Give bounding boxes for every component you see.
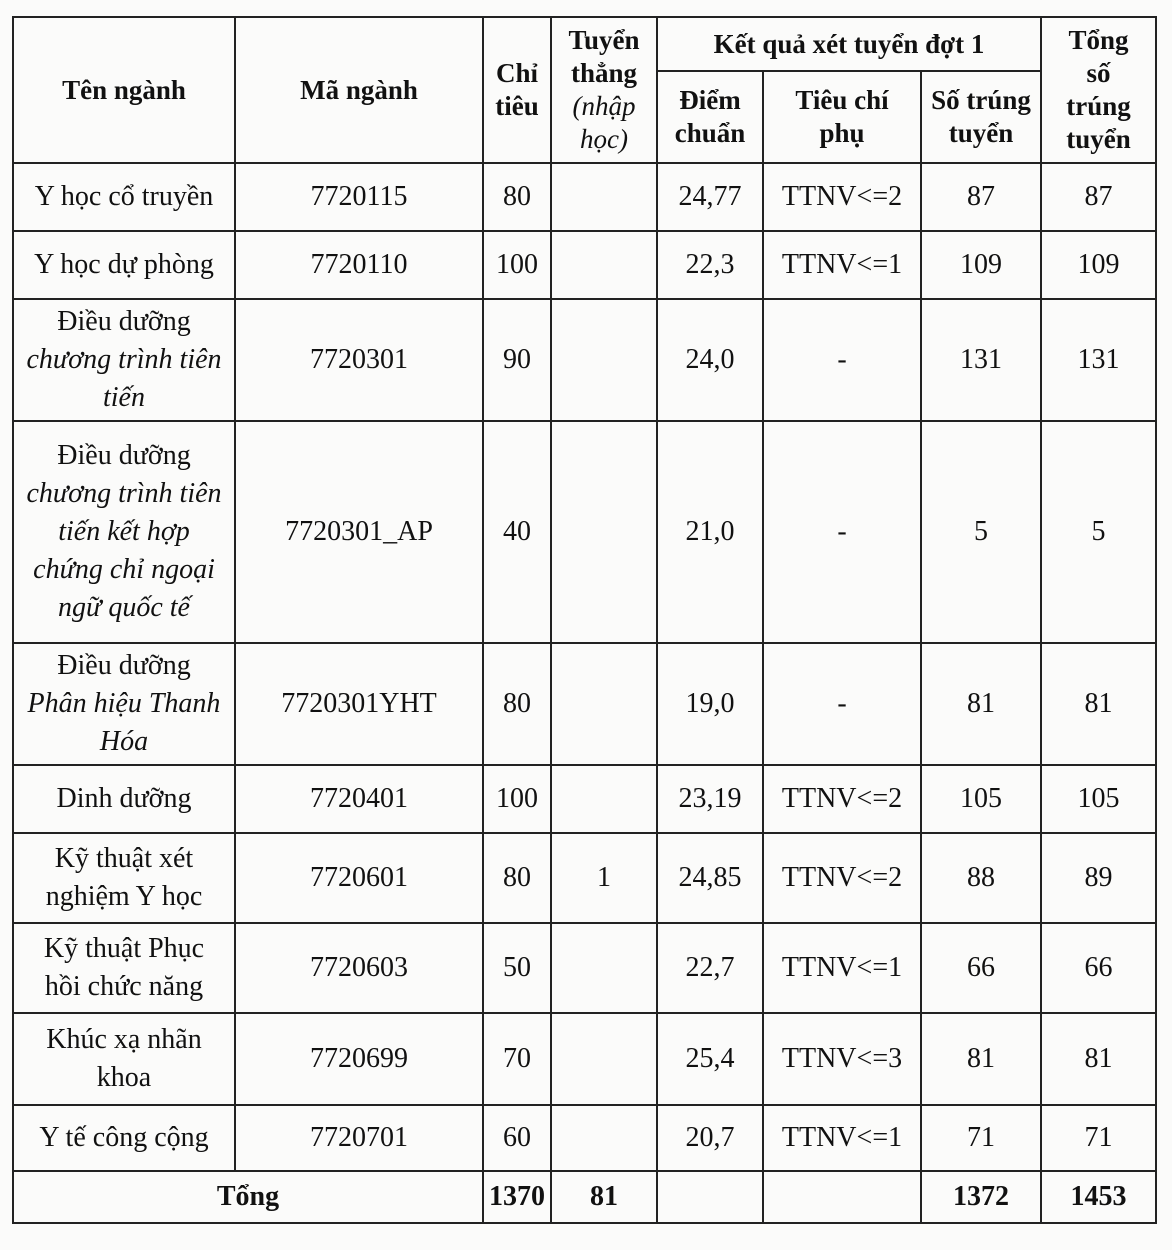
cell-ma-nganh: 7720301_AP (235, 421, 483, 643)
major-program-line: tiến kết hợp (58, 516, 190, 547)
cell-tong-so: 131 (1041, 299, 1156, 421)
header-ten-nganh: Tên ngành (13, 17, 235, 163)
cell-ma-nganh: 7720110 (235, 231, 483, 299)
cell-ma-nganh: 7720601 (235, 833, 483, 923)
cell-tong-so: 5 (1041, 421, 1156, 643)
major-name-line: Kỹ thuật xét (54, 843, 194, 874)
cell-so-trung-tuyen: 66 (921, 923, 1041, 1013)
header-tuyen-thang-line: thẳng (570, 58, 638, 88)
cell-ten-nganh (13, 643, 235, 765)
major-program-line: ngữ quốc tế (58, 592, 190, 623)
cell-ten-nganh (13, 1105, 235, 1171)
total-label: Tổng (13, 1171, 483, 1223)
header-tuyen-thang-note: (nhập (572, 91, 636, 121)
cell-tuyen-thang (551, 643, 657, 765)
cell-tong-so: 81 (1041, 1013, 1156, 1105)
cell-diem-chuan: 23,19 (657, 765, 763, 833)
cell-so-trung-tuyen: 131 (921, 299, 1041, 421)
cell-ten-nganh (13, 231, 235, 299)
table-row (13, 163, 1156, 231)
major-name-line: Y tế công cộng (39, 1122, 209, 1153)
cell-ma-nganh: 7720115 (235, 163, 483, 231)
cell-tong-so: 105 (1041, 765, 1156, 833)
cell-tuyen-thang: 1 (551, 833, 657, 923)
table-row (13, 765, 1156, 833)
cell-tong-so: 89 (1041, 833, 1156, 923)
header-tuyen-thang (551, 17, 657, 163)
table-row (13, 421, 1156, 643)
header-tieu-chi-phu (763, 71, 921, 163)
major-name-line: Điều dưỡng (57, 650, 191, 681)
cell-tuyen-thang (551, 765, 657, 833)
header-chi-tieu-line: Chỉ (495, 58, 539, 88)
major-program-line: chương trình tiên (26, 344, 222, 375)
cell-so-trung-tuyen: 71 (921, 1105, 1041, 1171)
table-row (13, 1013, 1156, 1105)
major-name-line: Khúc xạ nhãn (46, 1024, 202, 1055)
cell-ten-nganh (13, 765, 235, 833)
cell-chi-tieu: 80 (483, 833, 551, 923)
total-quota: 1370 (483, 1171, 551, 1223)
header-so-trung-tuyen-line: tuyển (948, 118, 1014, 148)
cell-so-trung-tuyen: 81 (921, 1013, 1041, 1105)
cell-tieu-chi-phu: TTNV<=2 (763, 833, 921, 923)
cell-tieu-chi-phu: - (763, 299, 921, 421)
cell-so-trung-tuyen: 87 (921, 163, 1041, 231)
major-name-line: Điều dưỡng (57, 306, 191, 337)
major-program-line: chương trình tiên (26, 478, 222, 509)
header-tieu-chi-phu-line: Tiêu chí (795, 85, 889, 115)
cell-tong-so: 87 (1041, 163, 1156, 231)
cell-so-trung-tuyen: 109 (921, 231, 1041, 299)
table-row (13, 833, 1156, 923)
cell-ten-nganh (13, 163, 235, 231)
cell-so-trung-tuyen: 5 (921, 421, 1041, 643)
cell-diem-chuan: 24,85 (657, 833, 763, 923)
cell-diem-chuan: 21,0 (657, 421, 763, 643)
cell-tieu-chi-phu: - (763, 421, 921, 643)
total-direct: 81 (551, 1171, 657, 1223)
header-diem-chuan (657, 71, 763, 163)
major-program-line: Hóa (99, 726, 149, 757)
total-score-empty (657, 1171, 763, 1223)
table-row (13, 231, 1156, 299)
cell-tieu-chi-phu: TTNV<=1 (763, 923, 921, 1013)
cell-so-trung-tuyen: 105 (921, 765, 1041, 833)
cell-ma-nganh: 7720603 (235, 923, 483, 1013)
cell-tuyen-thang (551, 1013, 657, 1105)
table-row (13, 923, 1156, 1013)
cell-diem-chuan: 24,77 (657, 163, 763, 231)
header-tong-so-line: số (1086, 58, 1111, 88)
cell-ma-nganh: 7720401 (235, 765, 483, 833)
header-tuyen-thang-line: Tuyển (568, 25, 640, 55)
header-so-trung-tuyen-line: Số trúng (931, 85, 1031, 115)
header-tuyen-thang-note: học) (580, 124, 628, 154)
cell-tuyen-thang (551, 1105, 657, 1171)
header-tong-so-line: tuyển (1066, 124, 1131, 154)
header-diem-chuan-line: chuẩn (674, 118, 746, 148)
cell-chi-tieu: 50 (483, 923, 551, 1013)
cell-diem-chuan: 20,7 (657, 1105, 763, 1171)
cell-ten-nganh (13, 299, 235, 421)
cell-diem-chuan: 22,7 (657, 923, 763, 1013)
cell-chi-tieu: 70 (483, 1013, 551, 1105)
cell-chi-tieu: 80 (483, 643, 551, 765)
cell-chi-tieu: 40 (483, 421, 551, 643)
cell-ten-nganh (13, 833, 235, 923)
table-row (13, 643, 1156, 765)
cell-diem-chuan: 25,4 (657, 1013, 763, 1105)
cell-chi-tieu: 90 (483, 299, 551, 421)
major-name-line: nghiệm Y học (45, 881, 203, 912)
cell-tieu-chi-phu: - (763, 643, 921, 765)
cell-tuyen-thang (551, 163, 657, 231)
header-tieu-chi-phu-line: phụ (819, 118, 865, 148)
admission-results-table (12, 16, 1157, 1224)
header-ket-qua: Kết quả xét tuyển đợt 1 (657, 17, 1041, 71)
header-chi-tieu-line: tiêu (495, 91, 539, 121)
total-row (13, 1171, 1156, 1223)
cell-chi-tieu: 60 (483, 1105, 551, 1171)
cell-diem-chuan: 19,0 (657, 643, 763, 765)
major-program-line: tiến (103, 382, 145, 413)
major-name-line: Y học dự phòng (34, 249, 214, 280)
header-so-trung-tuyen (921, 71, 1041, 163)
cell-tieu-chi-phu: TTNV<=2 (763, 163, 921, 231)
cell-ma-nganh: 7720701 (235, 1105, 483, 1171)
cell-tong-so: 109 (1041, 231, 1156, 299)
cell-tong-so: 66 (1041, 923, 1156, 1013)
header-tong-so (1041, 17, 1156, 163)
total-overall: 1453 (1041, 1171, 1156, 1223)
major-name-line: hồi chức năng (44, 971, 204, 1002)
cell-tuyen-thang (551, 421, 657, 643)
header-ma-nganh: Mã ngành (235, 17, 483, 163)
cell-chi-tieu: 100 (483, 765, 551, 833)
header-diem-chuan-line: Điểm (679, 85, 741, 115)
cell-chi-tieu: 100 (483, 231, 551, 299)
cell-tuyen-thang (551, 231, 657, 299)
header-row-1 (13, 17, 1156, 71)
table-row (13, 1105, 1156, 1171)
cell-tieu-chi-phu: TTNV<=1 (763, 231, 921, 299)
cell-tieu-chi-phu: TTNV<=2 (763, 765, 921, 833)
major-name-line: Kỹ thuật Phục (43, 933, 205, 964)
cell-so-trung-tuyen: 81 (921, 643, 1041, 765)
cell-tieu-chi-phu: TTNV<=1 (763, 1105, 921, 1171)
cell-diem-chuan: 22,3 (657, 231, 763, 299)
cell-ma-nganh: 7720699 (235, 1013, 483, 1105)
cell-so-trung-tuyen: 88 (921, 833, 1041, 923)
header-tong-so-line: trúng (1066, 91, 1131, 121)
major-name-line: Dinh dưỡng (56, 783, 192, 814)
header-chi-tieu (483, 17, 551, 163)
table-row (13, 299, 1156, 421)
header-tong-so-line: Tổng (1068, 25, 1129, 55)
cell-tieu-chi-phu: TTNV<=3 (763, 1013, 921, 1105)
total-criteria-empty (763, 1171, 921, 1223)
cell-tong-so: 71 (1041, 1105, 1156, 1171)
cell-tuyen-thang (551, 299, 657, 421)
table-body (13, 163, 1156, 1171)
cell-ten-nganh (13, 923, 235, 1013)
cell-chi-tieu: 80 (483, 163, 551, 231)
major-name-line: Y học cổ truyền (34, 181, 214, 212)
major-name-line: Điều dưỡng (57, 440, 191, 471)
cell-ma-nganh: 7720301 (235, 299, 483, 421)
cell-ten-nganh (13, 421, 235, 643)
major-program-line: Phân hiệu Thanh (27, 688, 221, 719)
major-name-line: khoa (96, 1062, 152, 1093)
cell-tong-so: 81 (1041, 643, 1156, 765)
total-admitted: 1372 (921, 1171, 1041, 1223)
cell-diem-chuan: 24,0 (657, 299, 763, 421)
major-program-line: chứng chỉ ngoại (33, 554, 215, 585)
cell-ma-nganh: 7720301YHT (235, 643, 483, 765)
cell-tuyen-thang (551, 923, 657, 1013)
cell-ten-nganh (13, 1013, 235, 1105)
